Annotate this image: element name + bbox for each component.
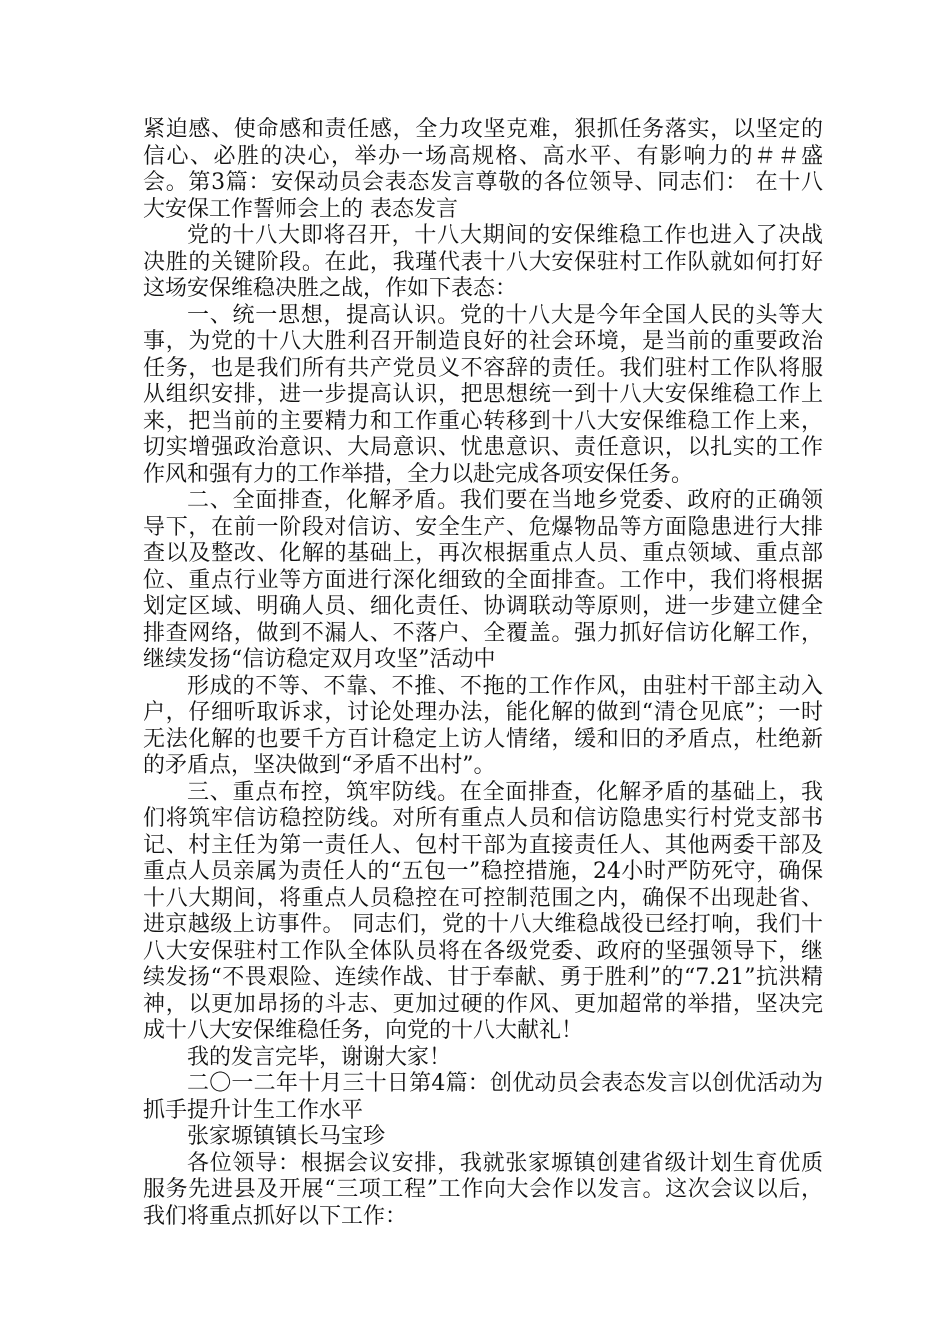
paragraph-closing: 我的发言完毕，谢谢大家！ [187, 1044, 452, 1070]
paragraph-date-heading: 二〇一二年十月三十日第4篇：创优动员会表态发言以创优活动为抓手提升计生工作水平 [143, 1071, 823, 1123]
paragraph-point-one: 一、统一思想，提高认识。党的十八大是今年全国人民的头等大事，为党的十八大胜利召开制造良好的社会环境，是当前的重要政治任务，也是我们所有共产党员义不容辞的责任。我们驻村工作队将服从组织安排，进一步提高认识，把思想统一到十八大安保维稳工作上来，把当前的主要精力和工作重心转移到十八大安保维稳工作上来，切实增强政治意识、大局意识、忧患意识、责任意识，以扎实的工作作风和强有力的工作举措，全力以赴完成各项安保任务。 [143, 302, 823, 487]
paragraph-address: 各位领导：根据会议安排，我就张家塬镇创建省级计划生育优质服务先进县及开展“三项工程”工作向大会作以发言。这次会议以后，我们将重点抓好以下工作： [143, 1150, 823, 1229]
paragraph-continuation: 紧迫感、使命感和责任感，全力攻坚克难，狠抓任务落实，以坚定的信心、必胜的决心，举办一场高规格、高水平、有影响力的＃＃盛会。第3篇：安保动员会表态发言尊敬的各位领导、同志们： 在十八大安保工作誓师会上的 表态发言 [143, 117, 823, 222]
paragraph-point-three: 三、重点布控，筑牢防线。在全面排查，化解矛盾的基础上，我们将筑牢信访稳控防线。对所有重点人员和信访隐患实行村党支部书记、村主任为第一责任人、包村干部为直接责任人、其他两委干部及重点人员亲属为责任人的“五包一”稳控措施，24小时严防死守，确保十八大期间，将重点人员稳控在可控制范围之内，确保不出现赴省、进京越级上访事件。 同志们，党的十八大维稳战役已经打响，我们十八大安保驻村工作队全体队员将在各级党委、政府的坚强领导下，继续发扬“不畏艰险、连续作战、甘于奉献、勇于胜利”的“7.21”抗洪精神，以更加昂扬的斗志、更加过硬的作风、更加超常的举措，坚决完成十八大安保维稳任务，向党的十八大献礼！ [143, 779, 823, 1043]
document-body [143, 117, 823, 1230]
paragraph-point-two: 二、全面排查，化解矛盾。我们要在当地乡党委、政府的正确领导下，在前一阶段对信访、安全生产、危爆物品等方面隐患进行大排查以及整改、化解的基础上，再次根据重点人员、重点领域、重点部位、重点行业等方面进行深化细致的全面排查。工作中，我们将根据划定区域、明确人员、细化责任、协调联动等原则，进一步建立健全排查网络，做到不漏人、不落户、全覆盖。强力抓好信访化解工作，继续发扬“信访稳定双月攻坚”活动中 [143, 488, 823, 672]
paragraph-intro: 党的十八大即将召开，十八大期间的安保维稳工作也进入了决战决胜的关键阶段。在此，我瑾代表十八大安保驻村工作队就如何打好这场安保维稳决胜之战，作如下表态： [143, 223, 823, 301]
paragraph-point-two-cont: 形成的不等、不靠、不推、不拖的工作作风，由驻村干部主动入户，仔细听取诉求，讨论处理办法，能化解的做到“清仓见底”；一时无法化解的也要千方百计稳定上访人情绪，缓和旧的矛盾点，杜绝新的矛盾点，坚决做到“矛盾不出村”。 [143, 673, 823, 778]
paragraph-speaker: 张家塬镇镇长马宝珍 [187, 1124, 386, 1149]
